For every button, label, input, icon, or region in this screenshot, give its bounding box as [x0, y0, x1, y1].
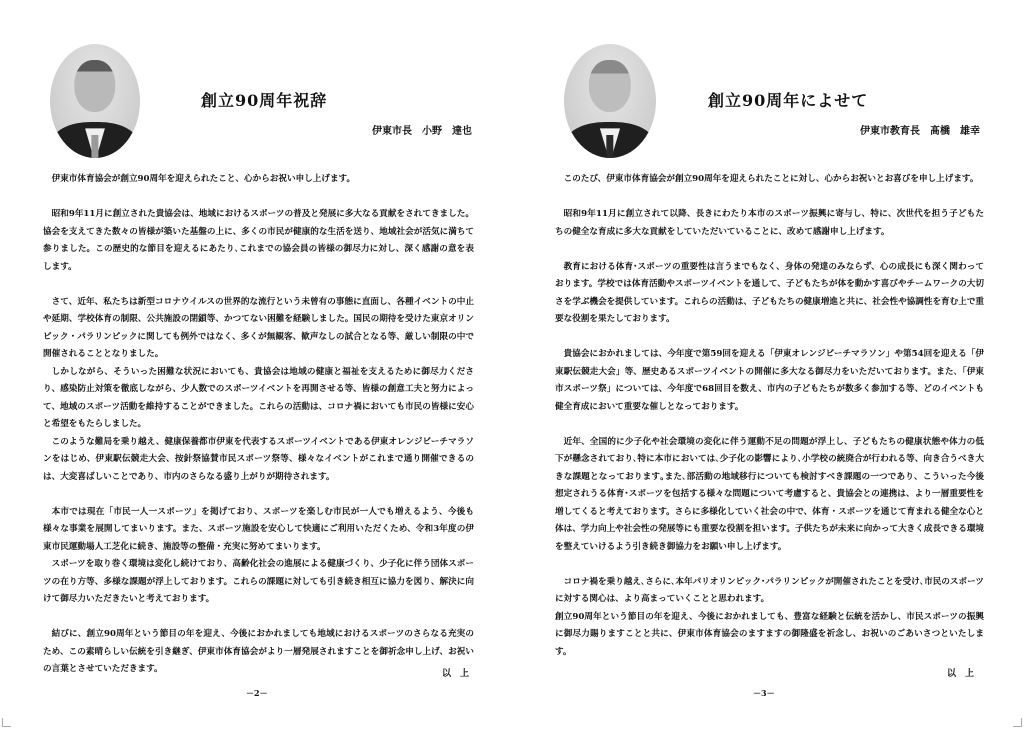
paragraph: スポーツを取り巻く環境は変化し続けており、高齢化社会の進展による健康づくり、少子化に伴う団体スポーツの在り方等、多様な課題が浮上しております。これらの課題に対しても引き続き相互に協力を図り、解決に向けて御尽力いただきたいと考えております。: [43, 559, 474, 604]
message-body: [43, 171, 474, 679]
page-number: －3－: [753, 688, 775, 698]
crop-mark: [2, 718, 11, 727]
crop-mark: [1013, 718, 1022, 727]
paragraph: 創立90周年という節目の年を迎え、今後におかれましても、豊富な経験と伝統を活かし、市民スポーツの振興に御尽力賜りますことと共に、伊東市体育協会のますますの御隆盛を祈念し、お祝いのごあいさつといたします。: [555, 611, 984, 657]
paragraph: 近年、全国的に少子化や社会環境の変化に伴う運動不足の問題が浮上し、子どもたちの健康状態や体力の低下が懸念されており､特に本市においては､少子化の影響により､小学校の統廃合が行われる等、向き合うべき大きな課題となっております｡また､部活動の地域移行についても検討すべき課題の一つであり、こういった今後想定されうる体育･スポーツを包括する様々な問題について考慮すると、貴協会との連携は、より一層重要性を増してくると考えております。さらに多様化していく社会の中で、体育・スポーツを通じて育まれる健全な心と体は、学力向上や社会性の発展等にも重要な役割を担います。子供たちが未来に向かって大きく成長できる環境を整えていけるよう引き続き御協力をお願い申し上げます。: [555, 436, 985, 552]
paragraph: 昭和9年11月に創立されて以降、長きにわたり本市のスポーツ振興に寄与し、特に、次世代を担う子どもたちの健全な育成に多大な貢献をしていただいていることに、改めて感謝申し上げます。: [555, 209, 984, 237]
closing-mark: 以 上: [441, 669, 469, 679]
paragraph: 昭和9年11月に創立された貴協会は、地域におけるスポーツの普及と発展に多大なる貢献をされてきました。協会を支えてきた数々の皆様が築いた基盤の上に、多くの市民が健康的な生活を送り、地域社会が活気に満ちて参りました。この歴史的な節目を迎えるにあたり､これまでの協会員の皆様の御尽力に対し、深く感謝の意を表します。: [43, 209, 474, 272]
paragraph: コロナ禍を乗り越え､さらに､本年パリオリンピック･パラリンピックが開催されたことを受け､市民のスポーツに対する関心は、より高まっていくことと思われます。: [555, 576, 984, 604]
paragraph: しかしながら、そういった困難な状況においても、貴協会は地域の健康と福祉を支えるために御尽力くださり、感染防止対策を徹底しながら、少人数でのスポーツイベントを再開させる等、皆様の創意工夫と努力によって、地域のスポーツ活動を維持することができました。これらの活動は、コロナ禍においても市民の皆様に安心と希望をもたらしました。: [43, 366, 474, 429]
paragraph: 結びに、創立90周年という節目の年を迎え、今後におかれましても地域におけるスポーツのさらなる充実のため、この素晴らしい伝統を引き継ぎ、伊東市体育協会がより一層発展されますことを御祈念申し上げ、お祝いの言葉とさせていただきます。: [43, 629, 474, 674]
message-body: [555, 171, 984, 661]
right-page: [512, 0, 1024, 729]
paragraph: 教育における体育･スポーツの重要性は言うまでもなく、身体の発達のみならず、心の成長にも深く関わっております。学校では体育活動やスポーツイベントを通して、子どもたちが体を動かす喜びやチームワークの大切さを学ぶ機会を提供しています。これらの活動は、子どもたちの健康増進と共に、社会性や協調性を育む上で重要な役割を果たしております。: [555, 261, 985, 324]
author-name: 伊東市長 小野 達也: [372, 126, 472, 137]
page-title: 創立90周年によせて: [708, 91, 869, 110]
superintendent-portrait-photo: [564, 44, 656, 158]
mayor-portrait-photo: [50, 44, 140, 158]
paragraph: このような難局を乗り越え、健康保養都市伊東を代表するスポーツイベントである伊東オレンジビーチマラソンをはじめ、伊東駅伝競走大会、按針祭協賛市民スポーツ祭等、様々なイベントがこれまで通り開催できるのは、大変喜ばしいことであり、市内のさらなる盛り上がりが期待されます。: [43, 436, 474, 482]
page-number: －2－: [246, 688, 268, 698]
paragraph: 貴協会におかれましては、今年度で第59回を迎える「伊東オレンジビーチマラソン」や第54回を迎える「伊東駅伝競走大会」等、歴史あるスポーツイベントの開催に多大なる御尽力をいただいております。また､「伊東市スポーツ祭」については、今年度で68回目を数え、市内の子どもたちが数多く参加する等、どのイベントも健全育成において重要な催しとなっております。: [555, 349, 984, 412]
page-title: 創立90周年祝辞: [201, 91, 328, 110]
paragraph: このたび、伊東市体育協会が創立90周年を迎えられたことに対し、心からお祝いとお喜びを申し上げます。: [563, 174, 979, 184]
paragraph: 伊東市体育協会が創立90周年を迎えられたこと、心からお祝い申し上げます。: [51, 174, 356, 184]
closing-mark: 以 上: [946, 669, 974, 679]
paragraph: さて、近年、私たちは新型コロナウイルスの世界的な流行という未曾有の事態に直面し、各種イベントの中止や延期、学校体育の制限、公共施設の閉鎖等、かつてない困難を経験しました。国民の期待を受けた東京オリンピック・パラリンピックに関しても例外ではなく、多くが無観客、歓声なしの試合となる等、厳しい制限の中で開催されることとなりました。: [43, 296, 474, 359]
paragraph: 本市では現在「市民一人一スポーツ」を掲げており、スポーツを楽しむ市民が一人でも増えるよう、今後も様々な事業を展開してまいります。また、スポーツ施設を安心して快適にご利用いただくため、令和3年度の伊東市民運動場人工芝化に続き、施設等の整備・充実に努めてまいります。: [43, 506, 474, 552]
author-name: 伊東市教育長 髙橋 雄幸: [860, 126, 980, 137]
